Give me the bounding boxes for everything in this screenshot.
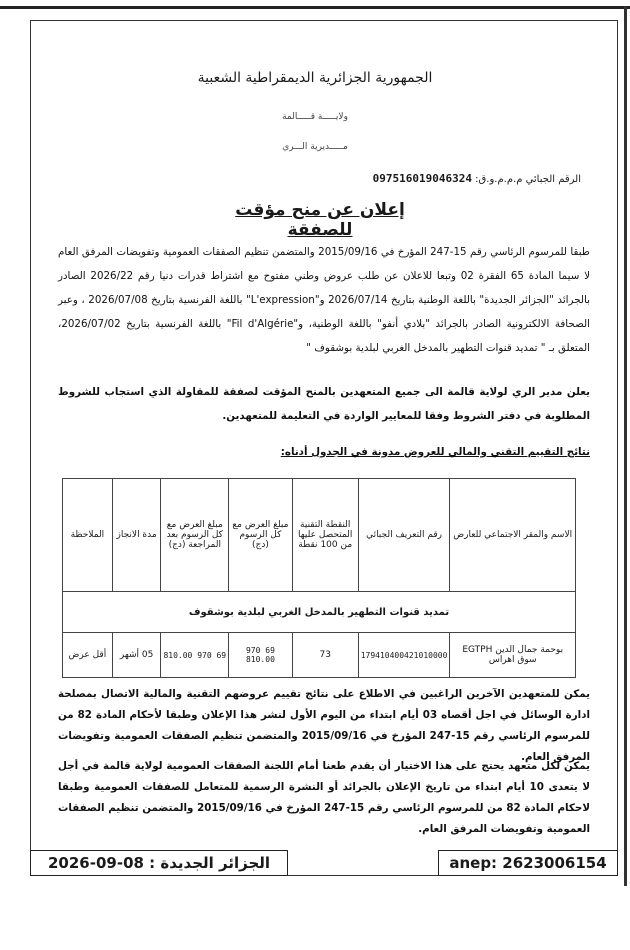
col-note: الملاحظة: [63, 479, 113, 592]
cell-bidder-name: بوحمة جمال الدين EGTPH سوق اهراس: [450, 633, 576, 678]
intro-paragraph: طبقا للمرسوم الرئاسي رقم 15-247 المؤرخ في 2015/09/16 والمتضمن تنظيم الصفقات العمومية وتفويضات المرفق العام لا سيما المادة 65 الفقرة 02 وتبعا للاعلان عن طلب عروض وطني مفتوح مع اشتراط قدرات دنيا رقم 2026/22 الصادر بالجرائد "الجزائر الجديدة" باللغة الوطنية بتاريخ 2026/07/14 و"L'expression" باللغة الفرنسية بتاريخ 2026/07/08 ، وعبر الصحافة الالكترونية الصادر بالجرائد "بلادي أنفو" باللغة الوطنية، و"Fil d'Algérie" باللغة الفرنسية بتاريخ 2026/07/02، المتعلق بـ " تمديد قنوات التطهير بالمدخل الغربي لبلدية بوشقوف ": [58, 246, 591, 354]
announcement-paragraph: يعلن مدير الري لولاية قالمة الى جميع المتعهدين بالمنح المؤقت لصفقة للمقاولة الذي استجاب للشروط المطلوبة في دفتر الشروط وفقا للمعايير الواردة في التعليمة للمتعهدين.: [58, 386, 590, 422]
tax-id-label: الرقم الجبائي م.م.م.و.ق:: [475, 174, 581, 185]
col-tax-id: رقم التعريف الجبائي: [358, 479, 450, 592]
col-amount-revised: مبلغ العرض مع كل الرسوم بعد المراجعة (دج): [161, 479, 229, 592]
cell-amount-revised: 69 970 810.00: [161, 633, 229, 678]
col-technical-score: النقطة التقنية المتحصل عليها من 100 نقطة: [292, 479, 358, 592]
province-header: ولايـــــة قـــــالمة: [282, 112, 348, 122]
project-name-cell: تمديد قنوات التطهير بالمدخل الغربي لبلدية بوشقوف: [63, 592, 576, 633]
anep-number-box: anep: 2623006154: [438, 850, 618, 876]
col-duration: مدة الانجاز: [112, 479, 161, 592]
top-rule: [0, 6, 630, 9]
col-amount: مبلغ العرض مع كل الرسوم (دج): [229, 479, 293, 592]
cell-duration: 05 أشهر: [112, 633, 161, 678]
consultation-paragraph: يمكن للمتعهدين الآخرين الراغبين في الاطلاع على نتائج تقييم عروضهم التقنية والمالية الاتصال بمصلحة ادارة الوسائل في اجل أقصاه 03 أيام ابتداء من اليوم الأول لنشر هذا الإعلان وطبقا لأحكام المادة 82 من للمرسوم الرئاسي رقم 15-247 المؤرخ في 2015/09/16 والمتضمن تنظيم الصفقات العمومية وتفويضات المرفق العام.: [58, 688, 591, 763]
cell-technical-score: 73: [292, 633, 358, 678]
tax-id-value: 097516019046324: [372, 172, 472, 185]
newspaper-date-box: الجزائر الجديدة : 08-09-2026: [30, 850, 288, 876]
results-table: [62, 478, 576, 678]
table-header-row: [63, 479, 576, 592]
republic-header: الجمهورية الجزائرية الديمقراطية الشعبية: [197, 70, 433, 86]
table-row: [63, 633, 576, 678]
cell-amount: 69 970 810.00: [229, 633, 293, 678]
page-title: إعلان عن منح مؤقت للصفقة: [235, 200, 405, 240]
appeal-paragraph: يمكن لكل متعهد يحتج على هذا الاختيار أن يقدم طعنا أمام اللجنة الصفقات العمومية لولاية قالمة في أجل لا يتعدى 10 أيام ابتداء من تاريخ الإعلان بالجرائد أو النشرة الرسمية للمتعامل للصفقات العمومية وطبقا لاحكام المادة 82 من للمرسوم الرئاسي رقم 15-247 المؤرخ في 2015/09/16 والمتضمن تنظيم الصفقات العمومية وتفويضات المرفق العام.: [58, 760, 591, 835]
table-section-row: [63, 592, 576, 633]
right-rule: [624, 6, 627, 886]
tax-id-line: [372, 172, 581, 185]
cell-note: أقل عرض: [63, 633, 113, 678]
results-caption: نتائج التقييم التقني والمالي للعروض مدونة في الجدول أدناه:: [280, 446, 590, 458]
cell-tax-id: 179410400421010000: [358, 633, 450, 678]
directorate-header: مـــــديرية الـــري: [282, 142, 348, 152]
col-bidder-name: الاسم والمقر الاجتماعي للعارض: [450, 479, 576, 592]
